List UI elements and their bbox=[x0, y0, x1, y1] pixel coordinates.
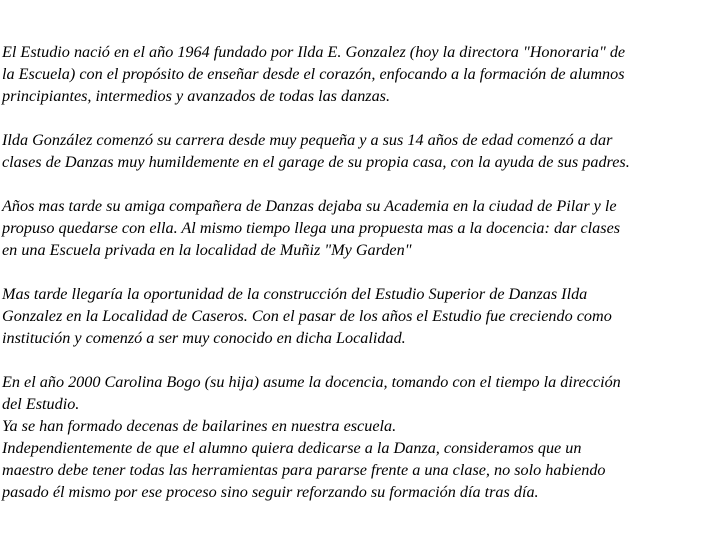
text-line: Mas tarde llegaría la oportunidad de la construcción del Estudio Superior de Danzas Ilda bbox=[2, 285, 588, 303]
paragraph-career-start bbox=[2, 129, 711, 173]
paragraph-current-direction bbox=[2, 371, 711, 503]
text-line: clases de Danzas muy humildemente en el garage de su propia casa, con la ayuda de sus padres. bbox=[2, 153, 630, 171]
text-line: En el año 2000 Carolina Bogo (su hija) asume la docencia, tomando con el tiempo la dirección bbox=[2, 373, 621, 391]
text-line: pasado él mismo por ese proceso sino seguir reforzando su formación día tras día. bbox=[2, 483, 539, 501]
text-line: Gonzalez en la Localidad de Caseros. Con el pasar de los años el Estudio fue creciendo como bbox=[2, 307, 612, 325]
text-line: principiantes, intermedios y avanzados de todas las danzas. bbox=[2, 87, 391, 105]
text-line: propuso quedarse con ella. Al mismo tiempo llega una propuesta mas a la docencia: dar clases bbox=[2, 219, 621, 237]
text-line: Independientemente de que el alumno quiera dedicarse a la Danza, consideramos que un bbox=[2, 439, 582, 457]
about-text-body bbox=[2, 41, 711, 503]
paragraph-founding bbox=[2, 41, 711, 107]
paragraph-academy-pilar bbox=[2, 195, 711, 261]
text-line: Ilda González comenzó su carrera desde muy pequeña y a sus 14 años de edad comenzó a dar bbox=[2, 131, 613, 149]
text-line: del Estudio. bbox=[2, 395, 80, 413]
text-line: en una Escuela privada en la localidad de Muñiz "My Garden" bbox=[2, 241, 412, 259]
text-line: Años mas tarde su amiga compañera de Danzas dejaba su Academia en la ciudad de Pilar y le bbox=[2, 197, 617, 215]
text-line: institución y comenzó a ser muy conocido en dicha Localidad. bbox=[2, 329, 406, 347]
text-line: El Estudio nació en el año 1964 fundado por Ilda E. Gonzalez (hoy la directora "Honoraria" de bbox=[2, 43, 626, 61]
paragraph-caseros-studio bbox=[2, 283, 711, 349]
text-line: la Escuela) con el propósito de enseñar desde el corazón, enfocando a la formación de alumnos bbox=[2, 65, 625, 83]
text-line: maestro debe tener todas las herramientas para pararse frente a una clase, no solo habiendo bbox=[2, 461, 606, 479]
text-line: Ya se han formado decenas de bailarines en nuestra escuela. bbox=[2, 417, 397, 435]
